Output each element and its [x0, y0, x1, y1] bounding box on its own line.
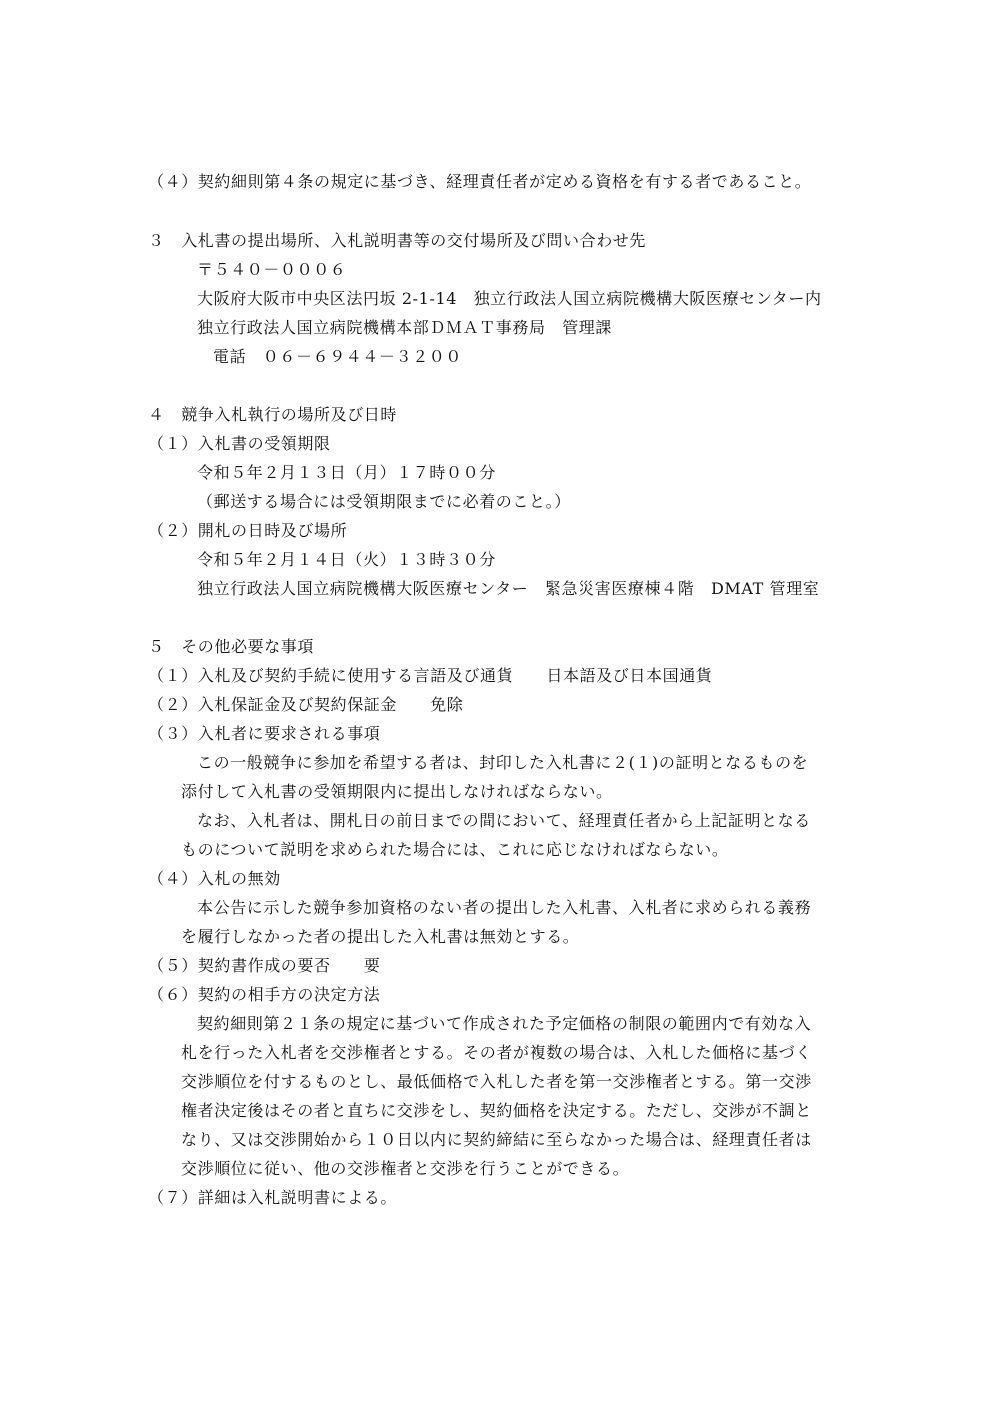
item-5-4-para-line1: 本公告に示した競争参加資格のない者の提出した入札書、入札者に求められる義務	[197, 898, 812, 917]
item-5-1: （１）入札及び契約手続に使用する言語及び通貨 日本語及び日本国通貨	[148, 666, 713, 685]
item-5-3-para2-line2: ものについて説明を求められた場合には、これに応じなければならない。	[181, 840, 729, 859]
item-5-6-heading: （６）契約の相手方の決定方法	[148, 985, 381, 1004]
section-5-heading: ５ その他必要な事項	[148, 637, 315, 656]
opening-location: 独立行政法人国立病院機構大阪医療センター 緊急災害医療棟４階 DMAT 管理室	[197, 579, 820, 598]
item-5-6-para-line4: 権者決定後はその者と直ちに交渉をし、契約価格を決定する。ただし、交渉が不調と	[181, 1101, 812, 1120]
mail-note: （郵送する場合には受領期限までに必着のこと。）	[197, 492, 571, 511]
postal-code: 〒５４０－０００６	[197, 260, 347, 279]
item-5-6-para-line5: なり、又は交渉開始から１０日以内に契約締結に至らなかった場合は、経理責任者は	[181, 1130, 812, 1149]
item-4-2-heading: （２）開札の日時及び場所	[148, 521, 348, 540]
section-4-heading: ４ 競争入札執行の場所及び日時	[148, 405, 398, 424]
section-3-heading: ３ 入札書の提出場所、入札説明書等の交付場所及び問い合わせ先	[148, 231, 647, 250]
item-5-6-para-line6: 交渉順位に従い、他の交渉権者と交渉を行うことができる。	[181, 1159, 630, 1178]
item-5-2: （２）入札保証金及び契約保証金 免除	[148, 695, 464, 714]
item-4-1-heading: （１）入札書の受領期限	[148, 434, 331, 453]
item-4-qualification: （４）契約細則第４条の規定に基づき、経理責任者が定める資格を有する者であること。	[148, 172, 812, 191]
item-5-6-para-line3: 交渉順位を付するものとし、最低価格で入札した者を第一交渉権者とする。第一交渉	[181, 1072, 812, 1091]
opening-datetime: 令和５年２月１４日（火）１３時３０分	[197, 550, 496, 569]
item-5-6-para-line2: 札を行った入札者を交渉権者とする。その者が複数の場合は、入札した価格に基づく	[181, 1043, 812, 1062]
address-line: 大阪府大阪市中央区法円坂 2-1-14 独立行政法人国立病院機構大阪医療センター内	[197, 289, 822, 308]
item-5-4-para-line2: を履行しなかった者の提出した入札書は無効とする。	[181, 927, 580, 946]
item-5-4-heading: （４）入札の無効	[148, 869, 281, 888]
phone-line: 電話 ０６－６９４４－３２００	[213, 347, 463, 366]
item-5-3-para2-line1: なお、入札者は、開札日の前日までの間において、経理責任者から上記証明となる	[197, 811, 811, 830]
department-line: 独立行政法人国立病院機構本部ＤＭＡＴ事務局 管理課	[197, 318, 613, 337]
item-5-6-para-line1: 契約細則第２１条の規定に基づいて作成された予定価格の制限の範囲内で有効な入	[197, 1014, 812, 1033]
item-5-7: （７）詳細は入札説明書による。	[148, 1188, 398, 1207]
item-5-3-heading: （３）入札者に要求される事項	[148, 724, 381, 743]
item-5-3-para1-line2: 添付して入札書の受領期限内に提出しなければならない。	[181, 782, 613, 801]
item-5-3-para1-line1: この一般競争に参加を希望する者は、封印した入札書に２(１)の証明となるものを	[197, 753, 809, 772]
deadline-datetime: 令和５年２月１３日（月）１７時００分	[197, 463, 496, 482]
item-5-5: （５）契約書作成の要否 要	[148, 956, 381, 975]
